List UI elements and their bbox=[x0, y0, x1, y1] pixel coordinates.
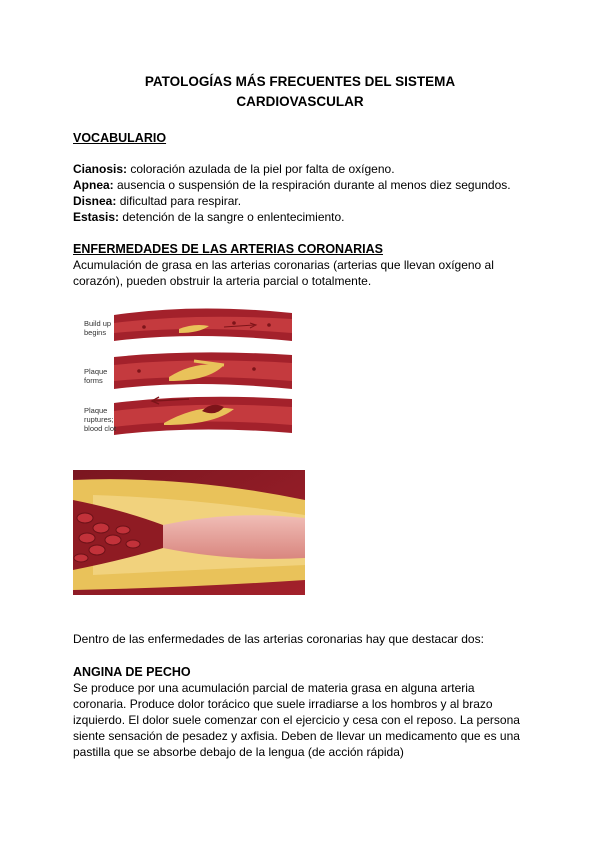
vocab-item bbox=[73, 193, 241, 209]
vocab-term: Disnea: bbox=[73, 194, 117, 208]
vocab-item bbox=[73, 177, 511, 193]
vocabulary-heading: VOCABULARIO bbox=[73, 131, 167, 145]
paragraph-line: pastilla que se absorbe debajo de la lengua (de acción rápida) bbox=[73, 745, 404, 759]
vocab-definition: ausencia o suspensión de la respiración durante al menos diez segundos. bbox=[113, 178, 511, 192]
coronary-heading: ENFERMEDADES DE LAS ARTERIAS CORONARIAS bbox=[73, 242, 383, 256]
stage-label: Plaque forms bbox=[84, 367, 108, 385]
page-title-line-1: PATOLOGÍAS MÁS FRECUENTES DEL SISTEMA bbox=[144, 74, 456, 89]
artery-plaque-svg bbox=[73, 470, 305, 595]
vocab-item bbox=[73, 209, 345, 225]
paragraph-line: coronaria. Produce dolor torácico que suele irradiarse a los hombros y al brazo bbox=[73, 697, 493, 711]
vocab-item bbox=[73, 161, 395, 177]
artery-stages-illustration bbox=[84, 305, 292, 437]
paragraph-line: siente sensación de pesadez y axfisia. Deben de llevar un medicamento que es una bbox=[73, 729, 520, 743]
artery-stage-2 bbox=[114, 352, 292, 389]
vocab-definition: detención de la sangre o enlentecimiento. bbox=[119, 210, 345, 224]
artery-stage-3 bbox=[114, 397, 292, 435]
vocab-definition: dificultad para respirar. bbox=[116, 194, 242, 208]
paragraph-line: corazón), pueden obstruir la arteria parcial o totalmente. bbox=[73, 274, 372, 288]
paragraph-line: Acumulación de grasa en las arterias coronarias (arterias que llevan oxígeno al bbox=[73, 258, 494, 272]
vocab-term: Cianosis: bbox=[73, 162, 128, 176]
angina-paragraph bbox=[73, 680, 533, 760]
page-title-line-2: CARDIOVASCULAR bbox=[236, 94, 364, 109]
vocab-term: Estasis: bbox=[73, 210, 120, 224]
vocab-term: Apnea: bbox=[73, 178, 114, 192]
coronary-paragraph bbox=[73, 257, 533, 289]
vocab-definition: coloración azulada de la piel por falta de oxígeno. bbox=[127, 162, 395, 176]
angina-heading: ANGINA DE PECHO bbox=[73, 665, 191, 679]
paragraph-line: Se produce por una acumulación parcial de materia grasa en alguna arteria bbox=[73, 681, 475, 695]
stage-label: Build up begins bbox=[84, 319, 112, 337]
paragraph-line: izquierdo. El dolor suele comenzar con el ejercicio y cesa con el reposo. La persona bbox=[73, 713, 520, 727]
artery-plaque-illustration bbox=[73, 470, 305, 595]
stage-label: Plaque ruptures; blood clot bbox=[84, 406, 117, 433]
coronary-intro-line: Dentro de las enfermedades de las arterias coronarias hay que destacar dos: bbox=[73, 632, 484, 646]
